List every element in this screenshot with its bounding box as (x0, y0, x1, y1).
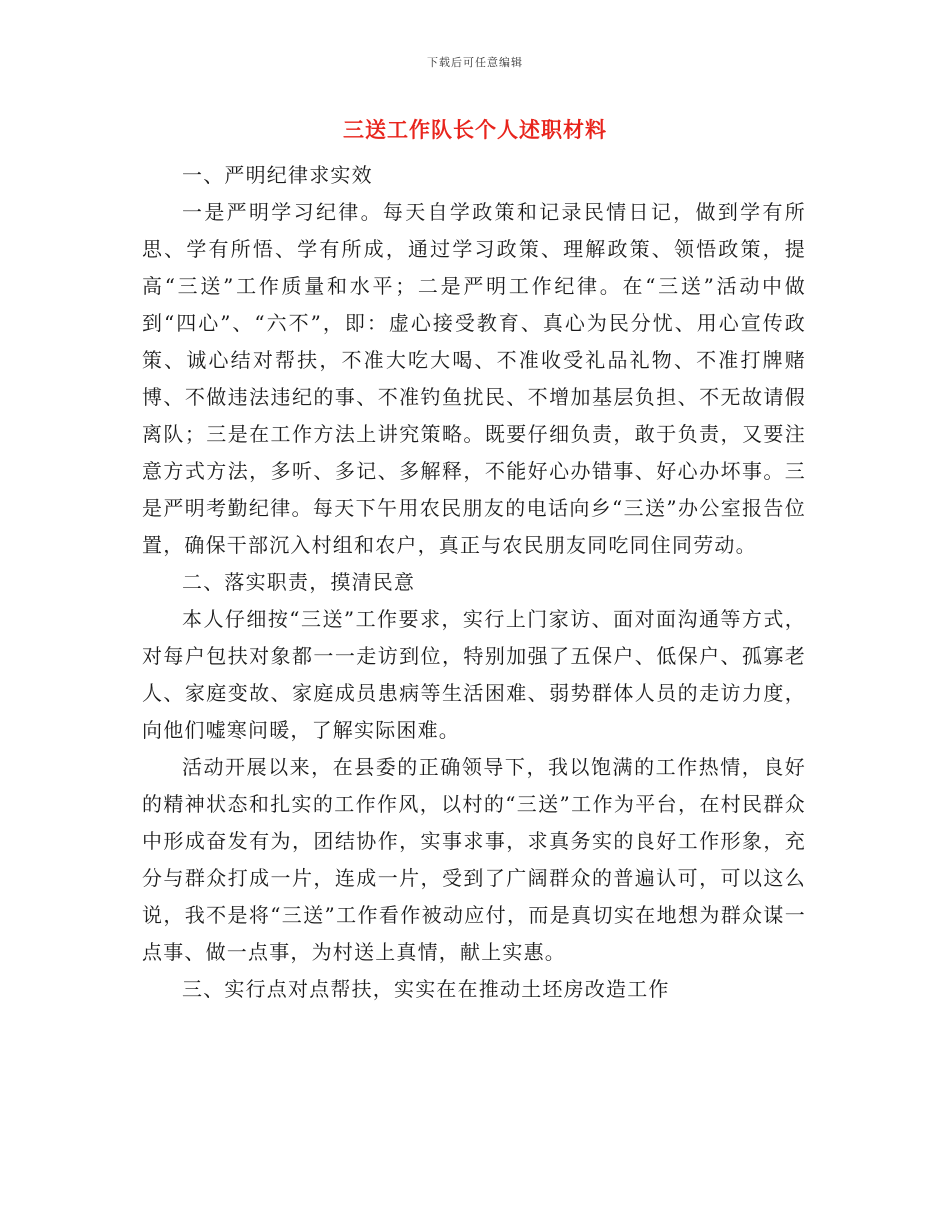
section-heading-3: 三、实行点对点帮扶，实实在在推动土坯房改造工作 (182, 977, 670, 1001)
document-body (142, 157, 806, 1008)
section-heading-2: 二、落实职责，摸清民意 (182, 570, 416, 594)
body-paragraph: 本人仔细按“三送”工作要求，实行上门家访、面对面沟通等方式，对每户包扶对象都一一走访到位，特别加强了五保户、低保户、孤寡老人、家庭变故、家庭成员患病等生活困难、弱势群体人员的走访力度，向他们嘘寒问暖，了解实际困难。 (142, 607, 806, 742)
document-title: 三送工作队长个人述职材料 (343, 117, 607, 142)
body-paragraph: 一是严明学习纪律。每天自学政策和记录民情日记，做到学有所思、学有所悟、学有所成，通过学习政策、理解政策、领悟政策，提高“三送”工作质量和水平；二是严明工作纪律。在“三送”活动中做到“四心”、“六不”，即：虚心接受教育、真心为民分忧、用心宣传政策、诚心结对帮扶，不准大吃大喝、不准收受礼品礼物、不准打牌赌博、不做违法违纪的事、不准钓鱼扰民、不增加基层负担、不无故请假离队；三是在工作方法上讲究策略。既要仔细负责，敢于负责，又要注意方式方法，多听、多记、多解释，不能好心办错事、好心办坏事。三是严明考勤纪律。每天下午用农民朋友的电话向乡“三送”办公室报告位置，确保干部沉入村组和农户，真正与农民朋友同吃同住同劳动。 (142, 200, 806, 557)
body-paragraph: 活动开展以来，在县委的正确领导下，我以饱满的工作热情，良好的精神状态和扎实的工作作风，以村的“三送”工作为平台，在村民群众中形成奋发有为，团结协作，实事求事，求真务实的良好工作形象，充分与群众打成一片，连成一片，受到了广阔群众的普遍认可，可以这么说，我不是将“三送”工作看作被动应付，而是真切实在地想为群众谋一点事、做一点事，为村送上真情，献上实惠。 (142, 755, 806, 964)
section-heading-1: 一、严明纪律求实效 (182, 163, 373, 187)
header-note: 下载后可任意编辑 (427, 56, 523, 69)
